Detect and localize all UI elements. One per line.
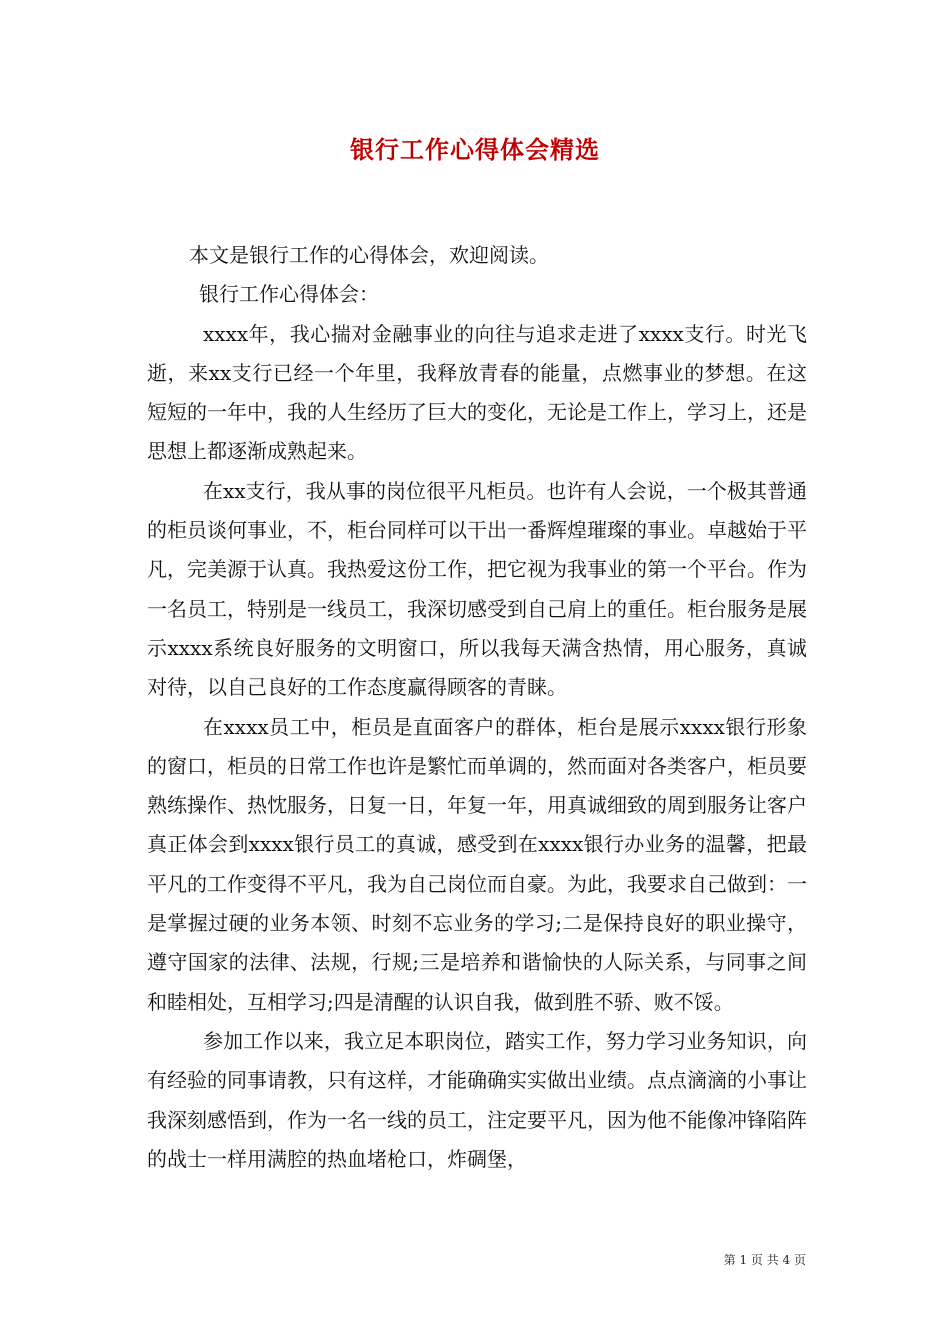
paragraph-2: 在xx支行，我从事的岗位很平凡柜员。也许有人会说，一个极其普通的柜员谈何事业，不，柜台同样可以干出一番辉煌璀璨的事业。卓越始于平凡，完美源于认真。我热爱这份工作，把它视为我事业的第一个平台。作为一名员工，特别是一线员工，我深切感受到自己肩上的重任。柜台服务是展示xxxx系统良好服务的文明窗口，所以我每天满含热情，用心服务，真诚对待，以自己良好的工作态度赢得顾客的青睐。 xyxy=(147,478,807,700)
document-title: 银行工作心得体会精选 xyxy=(350,135,600,164)
paragraph-4: 参加工作以来，我立足本职岗位，踏实工作，努力学习业务知识，向有经验的同事请教，只有这样，才能确确实实做出业绩。点点滴滴的小事让我深刻感悟到，作为一名一线的员工，注定要平凡，因为他不能像冲锋陷阵的战士一样用满腔的热血堵枪口，炸碉堡， xyxy=(147,1028,807,1171)
paragraph-subheading: 银行工作心得体会： xyxy=(199,282,379,307)
paragraph-3: 在xxxx员工中，柜员是直面客户的群体，柜台是展示xxxx银行形象的窗口，柜员的日常工作也许是繁忙而单调的，然而面对各类客户，柜员要熟练操作、热忱服务，日复一日，年复一年，用真诚细致的周到服务让客户真正体会到xxxx银行员工的真诚，感受到在xxxx银行办业务的温馨，把最平凡的工作变得不平凡，我为自己岗位而自豪。为此，我要求自己做到：一是掌握过硬的业务本领、时刻不忘业务的学习;二是保持良好的职业操守，遵守国家的法律、法规，行规;三是培养和谐愉快的人际关系，与同事之间和睦相处，互相学习;四是清醒的认识自我，做到胜不骄、败不馁。 xyxy=(147,714,807,1014)
paragraph-1: xxxx年，我心揣对金融事业的向往与追求走进了xxxx支行。时光飞逝，来xx支行已经一个年里，我释放青春的能量，点燃事业的梦想。在这短短的一年中，我的人生经历了巨大的变化，无论是工作上，学习上，还是思想上都逐渐成熟起来。 xyxy=(147,321,807,464)
paragraph-intro: 本文是银行工作的心得体会，欢迎阅读。 xyxy=(189,243,549,267)
document-body xyxy=(147,236,807,1179)
page-number-footer: 第 1 页 共 4 页 xyxy=(723,1253,806,1267)
